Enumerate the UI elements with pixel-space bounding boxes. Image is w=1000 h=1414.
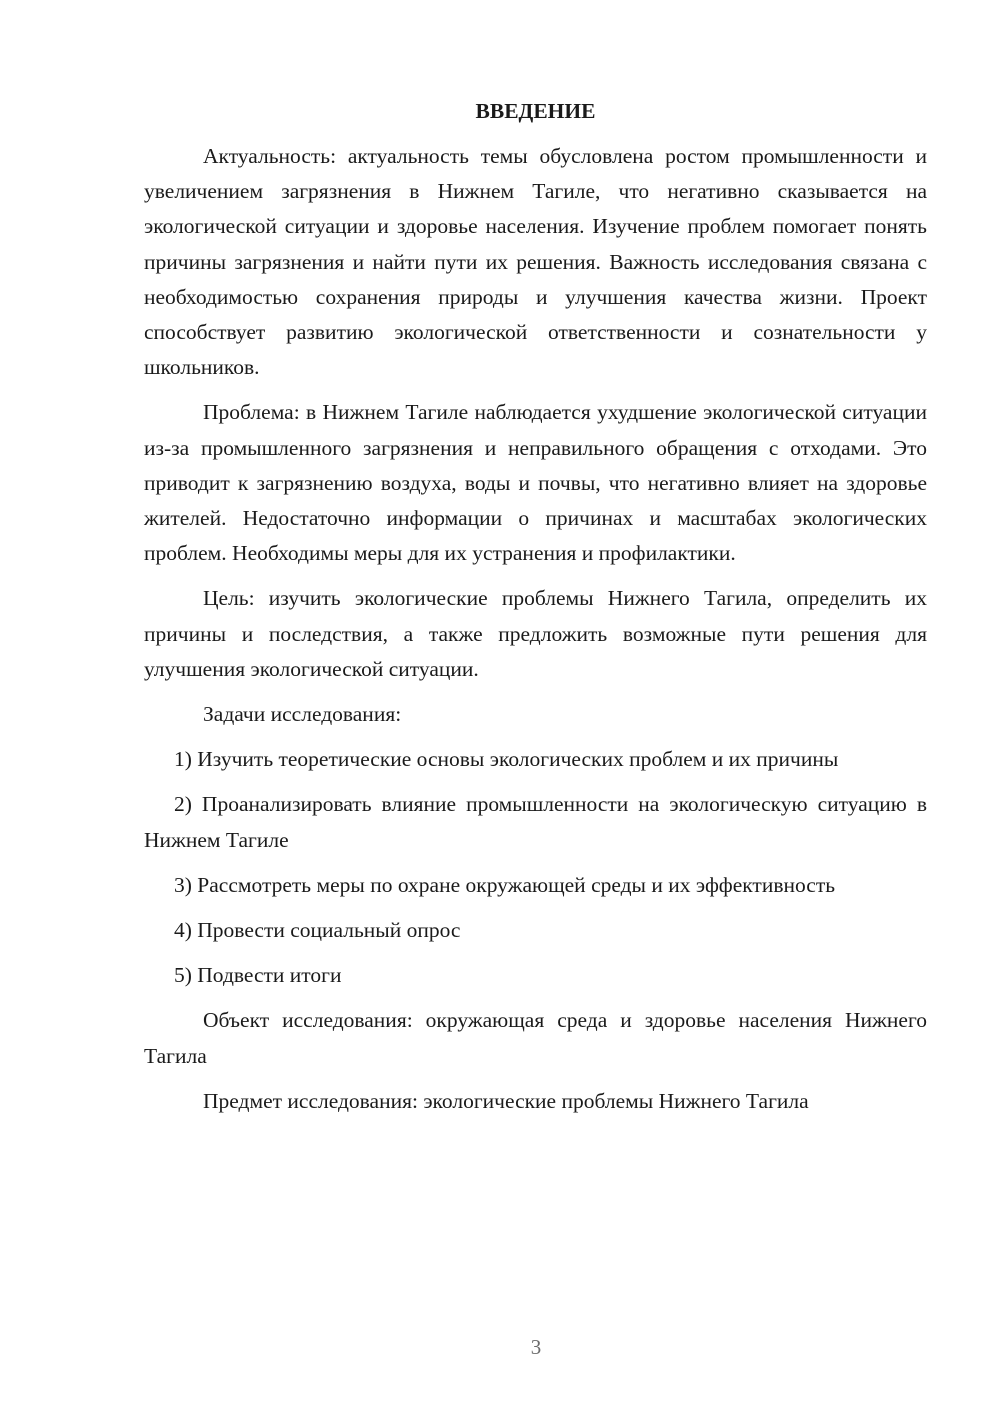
- tasks-list: [144, 742, 927, 993]
- goal-paragraph: Цель: изучить экологические проблемы Нижнего Тагила, определить их причины и последствия, а также предложить возможные пути решения для улучшения экологической ситуации.: [144, 586, 927, 681]
- task-item: 4) Провести социальный опрос: [174, 918, 461, 943]
- object-paragraph: Объект исследования: окружающая среда и здоровье населения Нижнего Тагила: [144, 1008, 927, 1068]
- task-item: 5) Подвести итоги: [174, 963, 342, 988]
- tasks-heading: Задачи исследования:: [203, 702, 402, 727]
- page-number: 3: [530, 1335, 542, 1359]
- page-title: ВВЕДЕНИЕ: [475, 99, 596, 123]
- task-item: 2) Проанализировать влияние промышленности на экологическую ситуацию в Нижнем Тагиле: [144, 792, 927, 852]
- task-item: 3) Рассмотреть меры по охране окружающей среды и их эффективность: [174, 872, 836, 897]
- relevance-paragraph: Актуальность: актуальность темы обусловлена ростом промышленности и увеличением загрязнения в Нижнем Тагиле, что негативно сказывается на экологической ситуации и здоровье населения. Изучение проблем помогает понять причины загрязнения и найти пути их решения. Важность исследования связана с необходимостью сохранения природы и улучшения качества жизни. Проект способствует развитию экологической ответственности и сознательности у школьников.: [144, 144, 927, 380]
- page-content: [144, 94, 927, 1119]
- problem-paragraph: Проблема: в Нижнем Тагиле наблюдается ухудшение экологической ситуации из-за промышленного загрязнения и неправильного обращения с отходами. Это приводит к загрязнению воздуха, воды и почвы, что негативно влияет на здоровье жителей. Недостаточно информации о причинах и масштабах экологических проблем. Необходимы меры для их устранения и профилактики.: [144, 400, 927, 566]
- subject-paragraph: Предмет исследования: экологические проблемы Нижнего Тагила: [203, 1088, 809, 1113]
- task-item: 1) Изучить теоретические основы экологических проблем и их причины: [174, 747, 839, 772]
